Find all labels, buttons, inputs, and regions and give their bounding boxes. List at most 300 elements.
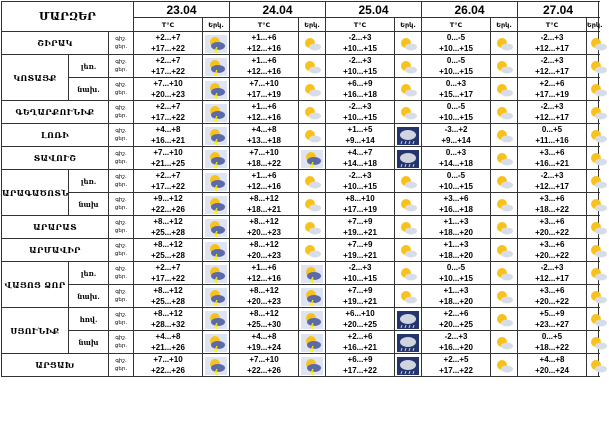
weather-cell bbox=[299, 216, 326, 239]
temperature-cell bbox=[230, 32, 299, 55]
weather-cell bbox=[395, 285, 422, 308]
day-temp: +16...+21 bbox=[343, 343, 377, 352]
day-temp: +17...+22 bbox=[151, 67, 185, 76]
table-row bbox=[2, 124, 599, 147]
weather-cell bbox=[491, 147, 518, 170]
weather-cell bbox=[587, 147, 599, 170]
night-temp: +1...+3 bbox=[443, 240, 469, 249]
sun-cloud-icon bbox=[587, 127, 609, 145]
sun-cloud-icon bbox=[301, 104, 323, 122]
cloud-sun-rain-icon bbox=[301, 265, 323, 283]
night-temp: +1...+6 bbox=[251, 171, 277, 180]
day-temp: +21...+26 bbox=[151, 343, 185, 352]
weather-cell bbox=[203, 285, 230, 308]
night-temp: +2...+5 bbox=[443, 355, 469, 364]
temperature-cell bbox=[326, 331, 395, 354]
weather-cell bbox=[203, 78, 230, 101]
sun-cloud-icon bbox=[493, 334, 515, 352]
sun-cloud-icon bbox=[397, 242, 419, 260]
night-temp: +7...+9 bbox=[347, 286, 373, 295]
night-temp: 0...+5 bbox=[541, 125, 563, 134]
weather-cell bbox=[587, 78, 599, 101]
night-label: գիշ. bbox=[115, 59, 127, 65]
weather-cell bbox=[491, 331, 518, 354]
sun-cloud-icon bbox=[493, 150, 515, 168]
weather-cell bbox=[587, 101, 599, 124]
table-row bbox=[2, 285, 599, 308]
day-temp: +15...+17 bbox=[439, 90, 473, 99]
sun-cloud-icon bbox=[397, 35, 419, 53]
day-temp: +20...+23 bbox=[247, 228, 281, 237]
day-temp: +25...+28 bbox=[151, 228, 185, 237]
day-temp: +9...+14 bbox=[441, 136, 471, 145]
day-temp: +12...+17 bbox=[535, 44, 569, 53]
day-temp: +18...+22 bbox=[247, 159, 281, 168]
weather-cell bbox=[491, 101, 518, 124]
sun-cloud-icon bbox=[587, 288, 609, 306]
sun-cloud-icon bbox=[587, 311, 609, 329]
day-night-labels bbox=[109, 147, 134, 170]
night-temp: +8...+12 bbox=[249, 194, 279, 203]
night-temp: +1...+6 bbox=[251, 102, 277, 111]
sun-cloud-icon bbox=[493, 265, 515, 283]
weather-cell bbox=[491, 78, 518, 101]
day-label: ցեր. bbox=[114, 113, 128, 119]
temperature-cell bbox=[422, 32, 491, 55]
night-temp: -2...+3 bbox=[540, 263, 564, 272]
temperature-cell bbox=[518, 147, 587, 170]
table-row bbox=[2, 216, 599, 239]
night-label: գիշ. bbox=[115, 128, 127, 134]
subregion-name: նախ bbox=[69, 331, 109, 354]
temperature-cell bbox=[326, 124, 395, 147]
temperature-cell bbox=[518, 55, 587, 78]
temperature-cell bbox=[326, 285, 395, 308]
temperature-cell bbox=[326, 193, 395, 216]
day-temp: +28...+32 bbox=[151, 320, 185, 329]
day-temp: +12...+16 bbox=[247, 44, 281, 53]
night-temp: +7...+9 bbox=[347, 240, 373, 249]
day-temp: +12...+17 bbox=[535, 182, 569, 191]
weather-cell bbox=[587, 216, 599, 239]
temperature-cell bbox=[230, 193, 299, 216]
night-temp: +8...+12 bbox=[249, 286, 279, 295]
temp-column-header: T°C bbox=[518, 18, 587, 32]
night-temp: +6...+9 bbox=[347, 79, 373, 88]
sun-cloud-icon bbox=[397, 265, 419, 283]
weather-cell bbox=[587, 124, 599, 147]
temperature-cell bbox=[326, 55, 395, 78]
day-label: ցեր. bbox=[114, 90, 128, 96]
day-label: ցեր. bbox=[114, 182, 128, 188]
sun-cloud-icon bbox=[493, 81, 515, 99]
day-label: ցեր. bbox=[114, 297, 128, 303]
night-temp: -2...+3 bbox=[348, 263, 372, 272]
day-temp: +19...+24 bbox=[247, 343, 281, 352]
day-temp: +12...+17 bbox=[535, 113, 569, 122]
day-temp: +10...+15 bbox=[439, 67, 473, 76]
weather-cell bbox=[299, 124, 326, 147]
temperature-cell bbox=[518, 170, 587, 193]
table-title: ՄԱՐԶԵՐ bbox=[2, 2, 134, 32]
weather-cell bbox=[203, 354, 230, 377]
day-night-labels bbox=[109, 78, 134, 101]
day-night-labels bbox=[109, 193, 134, 216]
day-temp: +25...+28 bbox=[151, 297, 185, 306]
day-temp: +20...+22 bbox=[535, 297, 569, 306]
sun-cloud-icon bbox=[587, 35, 609, 53]
temperature-cell bbox=[230, 216, 299, 239]
night-temp: +4...+8 bbox=[251, 125, 277, 134]
table-row bbox=[2, 55, 599, 78]
night-temp: +4...+8 bbox=[155, 332, 181, 341]
night-label: գիշ. bbox=[115, 197, 127, 203]
night-label: գիշ. bbox=[115, 335, 127, 341]
subregion-name: հով. bbox=[69, 308, 109, 331]
day-temp: +10...+15 bbox=[439, 182, 473, 191]
cloud-sun-rain-icon bbox=[205, 81, 227, 99]
weather-cell bbox=[395, 78, 422, 101]
night-label: գիշ. bbox=[115, 312, 127, 318]
weather-cell bbox=[299, 262, 326, 285]
weather-cell bbox=[491, 170, 518, 193]
day-temp: +17...+22 bbox=[151, 113, 185, 122]
day-temp: +18...+20 bbox=[439, 251, 473, 260]
day-temp: +10...+15 bbox=[343, 113, 377, 122]
weather-cell bbox=[587, 285, 599, 308]
weather-cell bbox=[395, 55, 422, 78]
temperature-cell bbox=[518, 124, 587, 147]
temperature-cell bbox=[134, 239, 203, 262]
weather-cell bbox=[203, 32, 230, 55]
night-temp: +7...+10 bbox=[153, 355, 183, 364]
night-temp: +8...+12 bbox=[153, 286, 183, 295]
cloud-sun-rain-icon bbox=[205, 334, 227, 352]
weather-cell bbox=[203, 331, 230, 354]
cloud-sun-rain-icon bbox=[205, 311, 227, 329]
table-row bbox=[2, 308, 599, 331]
weather-cell bbox=[587, 308, 599, 331]
night-temp: +5...+9 bbox=[539, 309, 565, 318]
day-temp: +18...+21 bbox=[247, 205, 281, 214]
day-label: ցեր. bbox=[114, 320, 128, 326]
night-label: գիշ. bbox=[115, 36, 127, 42]
day-temp: +18...+20 bbox=[439, 297, 473, 306]
cloud-sun-rain-icon bbox=[205, 104, 227, 122]
night-label: գիշ. bbox=[115, 174, 127, 180]
night-temp: +2...+7 bbox=[155, 171, 181, 180]
storm-icon bbox=[397, 311, 419, 329]
weather-column-header: Երկ. bbox=[587, 18, 599, 32]
day-night-labels bbox=[109, 331, 134, 354]
temperature-cell bbox=[422, 124, 491, 147]
temperature-cell bbox=[518, 262, 587, 285]
temperature-cell bbox=[326, 308, 395, 331]
region-name: ԼՈՌԻ bbox=[2, 124, 109, 147]
night-temp: +8...+12 bbox=[153, 217, 183, 226]
weather-cell bbox=[299, 78, 326, 101]
night-temp: +8...+12 bbox=[153, 309, 183, 318]
weather-cell bbox=[395, 331, 422, 354]
temperature-cell bbox=[134, 78, 203, 101]
weather-cell bbox=[587, 354, 599, 377]
region-name: ԱՐՑԱԽ bbox=[2, 354, 109, 377]
day-temp: +19...+21 bbox=[343, 228, 377, 237]
night-temp: +1...+6 bbox=[251, 56, 277, 65]
temp-column-header: T°C bbox=[134, 18, 203, 32]
sun-cloud-icon bbox=[301, 35, 323, 53]
weather-cell bbox=[491, 55, 518, 78]
weather-cell bbox=[587, 331, 599, 354]
sun-cloud-icon bbox=[493, 288, 515, 306]
day-label: ցեր. bbox=[114, 366, 128, 372]
night-temp: 0...+3 bbox=[445, 148, 467, 157]
table-row bbox=[2, 331, 599, 354]
temperature-cell bbox=[134, 331, 203, 354]
day-temp: +10...+15 bbox=[439, 274, 473, 283]
night-temp: -2...+3 bbox=[348, 33, 372, 42]
day-temp: +17...+19 bbox=[247, 90, 281, 99]
temperature-cell bbox=[230, 239, 299, 262]
day-temp: +12...+16 bbox=[247, 67, 281, 76]
day-night-labels bbox=[109, 216, 134, 239]
day-temp: +23...+27 bbox=[535, 320, 569, 329]
night-temp: +2...+6 bbox=[539, 79, 565, 88]
day-temp: +10...+15 bbox=[343, 182, 377, 191]
sun-cloud-icon bbox=[493, 35, 515, 53]
region-name: ԱՐԱՐԱՏ bbox=[2, 216, 109, 239]
night-temp: +2...+6 bbox=[443, 309, 469, 318]
day-label: ցեր. bbox=[114, 228, 128, 234]
weather-column-header: Երկ. bbox=[395, 18, 422, 32]
day-temp: +10...+15 bbox=[439, 113, 473, 122]
cloud-sun-rain-icon bbox=[205, 173, 227, 191]
temperature-cell bbox=[230, 124, 299, 147]
subregion-name: լեռ. bbox=[69, 262, 109, 285]
weather-cell bbox=[203, 170, 230, 193]
day-temp: +17...+22 bbox=[151, 274, 185, 283]
weather-cell bbox=[395, 170, 422, 193]
temperature-cell bbox=[518, 285, 587, 308]
night-temp: +8...+12 bbox=[153, 240, 183, 249]
temperature-cell bbox=[326, 239, 395, 262]
day-temp: +13...+18 bbox=[247, 136, 281, 145]
subregion-name: նախ. bbox=[69, 285, 109, 308]
weather-cell bbox=[395, 262, 422, 285]
day-temp: +17...+22 bbox=[343, 366, 377, 375]
day-night-labels bbox=[109, 354, 134, 377]
weather-column-header: Երկ. bbox=[299, 18, 326, 32]
day-night-labels bbox=[109, 170, 134, 193]
table-row bbox=[2, 147, 599, 170]
sun-cloud-icon bbox=[301, 242, 323, 260]
weather-cell bbox=[491, 239, 518, 262]
day-night-labels bbox=[109, 262, 134, 285]
weather-cell bbox=[203, 193, 230, 216]
temperature-cell bbox=[230, 78, 299, 101]
night-temp: +2...+7 bbox=[155, 263, 181, 272]
subregion-name: լեռ. bbox=[69, 55, 109, 78]
region-name: ՇԻՐԱԿ bbox=[2, 32, 109, 55]
weather-cell bbox=[395, 32, 422, 55]
weather-cell bbox=[587, 32, 599, 55]
cloud-sun-rain-icon bbox=[205, 150, 227, 168]
day-night-labels bbox=[109, 285, 134, 308]
night-temp: +2...+6 bbox=[347, 332, 373, 341]
weather-cell bbox=[491, 216, 518, 239]
night-temp: 0...-5 bbox=[446, 263, 466, 272]
sun-cloud-icon bbox=[397, 173, 419, 191]
sun-cloud-icon bbox=[587, 265, 609, 283]
night-label: գիշ. bbox=[115, 266, 127, 272]
day-temp: +20...+22 bbox=[535, 228, 569, 237]
night-temp: 0...-5 bbox=[446, 102, 466, 111]
day-label: ցեր. bbox=[114, 251, 128, 257]
temperature-cell bbox=[230, 331, 299, 354]
temperature-cell bbox=[230, 308, 299, 331]
sun-cloud-icon bbox=[587, 357, 609, 375]
weather-cell bbox=[299, 239, 326, 262]
temperature-cell bbox=[134, 262, 203, 285]
cloud-sun-rain-icon bbox=[205, 196, 227, 214]
temperature-cell bbox=[230, 262, 299, 285]
night-temp: -2...+3 bbox=[348, 102, 372, 111]
night-temp: +3...+6 bbox=[539, 240, 565, 249]
cloud-sun-rain-icon bbox=[301, 288, 323, 306]
storm-icon bbox=[397, 334, 419, 352]
weather-cell bbox=[491, 124, 518, 147]
day-temp: +18...+22 bbox=[535, 343, 569, 352]
night-temp: +1...+6 bbox=[251, 263, 277, 272]
night-temp: -3...+2 bbox=[444, 125, 468, 134]
weather-cell bbox=[203, 308, 230, 331]
sun-cloud-icon bbox=[587, 150, 609, 168]
night-temp: -2...+3 bbox=[540, 56, 564, 65]
night-temp: +3...+6 bbox=[443, 194, 469, 203]
temperature-cell bbox=[518, 32, 587, 55]
night-temp: 0...-5 bbox=[446, 56, 466, 65]
temperature-cell bbox=[518, 78, 587, 101]
night-temp: +3...+6 bbox=[539, 194, 565, 203]
temperature-cell bbox=[422, 239, 491, 262]
day-temp: +10...+15 bbox=[343, 67, 377, 76]
day-temp: +19...+21 bbox=[343, 251, 377, 260]
temperature-cell bbox=[134, 32, 203, 55]
day-temp: +10...+15 bbox=[439, 44, 473, 53]
day-night-labels bbox=[109, 101, 134, 124]
temperature-cell bbox=[326, 354, 395, 377]
day-temp: +25...+30 bbox=[247, 320, 281, 329]
day-temp: +14...+18 bbox=[439, 159, 473, 168]
sun-cloud-icon bbox=[493, 127, 515, 145]
sun-cloud-icon bbox=[587, 104, 609, 122]
temperature-cell bbox=[134, 101, 203, 124]
day-temp: +10...+15 bbox=[343, 44, 377, 53]
date-header: 23.04 bbox=[134, 2, 230, 18]
sun-cloud-icon bbox=[493, 219, 515, 237]
region-name: ՏԱՎՈՒՇ bbox=[2, 147, 109, 170]
temperature-cell bbox=[422, 170, 491, 193]
cloud-sun-rain-icon bbox=[205, 242, 227, 260]
temperature-cell bbox=[518, 193, 587, 216]
night-temp: +8...+10 bbox=[345, 194, 375, 203]
table-row bbox=[2, 170, 599, 193]
night-temp: 0...-5 bbox=[446, 33, 466, 42]
night-temp: +7...+9 bbox=[347, 217, 373, 226]
day-temp: +20...+23 bbox=[151, 90, 185, 99]
weather-cell bbox=[395, 354, 422, 377]
sun-cloud-icon bbox=[397, 104, 419, 122]
night-label: գիշ. bbox=[115, 358, 127, 364]
weather-cell bbox=[299, 193, 326, 216]
night-temp: +8...+12 bbox=[249, 309, 279, 318]
day-night-labels bbox=[109, 308, 134, 331]
date-header: 27.04 bbox=[518, 2, 599, 18]
cloud-sun-rain-icon bbox=[205, 357, 227, 375]
day-night-labels bbox=[109, 32, 134, 55]
sun-cloud-icon bbox=[587, 196, 609, 214]
temperature-cell bbox=[326, 262, 395, 285]
weather-cell bbox=[299, 331, 326, 354]
date-header: 25.04 bbox=[326, 2, 422, 18]
weather-cell bbox=[491, 354, 518, 377]
region-name: ԿՈՏԱՅՔ bbox=[2, 55, 69, 101]
temperature-cell bbox=[134, 147, 203, 170]
sun-cloud-icon bbox=[587, 334, 609, 352]
sun-cloud-icon bbox=[397, 219, 419, 237]
region-name: ԱՐԱԳԱԾՈՏՆ bbox=[2, 170, 69, 216]
day-temp: +17...+19 bbox=[343, 205, 377, 214]
sun-cloud-icon bbox=[301, 219, 323, 237]
night-temp: 0...+5 bbox=[541, 332, 563, 341]
day-label: ցեր. bbox=[114, 67, 128, 73]
weather-cell bbox=[587, 55, 599, 78]
night-temp: +4...+8 bbox=[251, 332, 277, 341]
cloud-sun-rain-icon bbox=[205, 265, 227, 283]
temperature-cell bbox=[422, 55, 491, 78]
temperature-cell bbox=[518, 308, 587, 331]
table-row bbox=[2, 101, 599, 124]
day-night-labels bbox=[109, 124, 134, 147]
night-temp: 0...+3 bbox=[445, 79, 467, 88]
cloud-sun-rain-icon bbox=[301, 334, 323, 352]
cloud-sun-rain-icon bbox=[301, 150, 323, 168]
weather-cell bbox=[395, 239, 422, 262]
temperature-cell bbox=[518, 239, 587, 262]
cloud-sun-rain-icon bbox=[301, 357, 323, 375]
temperature-cell bbox=[518, 331, 587, 354]
night-temp: +4...+8 bbox=[155, 125, 181, 134]
temperature-cell bbox=[326, 170, 395, 193]
weather-cell bbox=[299, 170, 326, 193]
weather-cell bbox=[299, 147, 326, 170]
day-temp: +16...+18 bbox=[439, 205, 473, 214]
night-temp: +4...+7 bbox=[347, 148, 373, 157]
table-row bbox=[2, 32, 599, 55]
temperature-cell bbox=[422, 331, 491, 354]
weather-cell bbox=[491, 285, 518, 308]
weather-cell bbox=[203, 147, 230, 170]
weather-cell bbox=[299, 285, 326, 308]
weather-cell bbox=[299, 55, 326, 78]
day-temp: +25...+28 bbox=[151, 251, 185, 260]
day-label: ցեր. bbox=[114, 274, 128, 280]
temperature-cell bbox=[230, 354, 299, 377]
temperature-cell bbox=[422, 147, 491, 170]
night-temp: +3...+6 bbox=[539, 148, 565, 157]
weather-cell bbox=[203, 101, 230, 124]
night-temp: +2...+7 bbox=[155, 102, 181, 111]
